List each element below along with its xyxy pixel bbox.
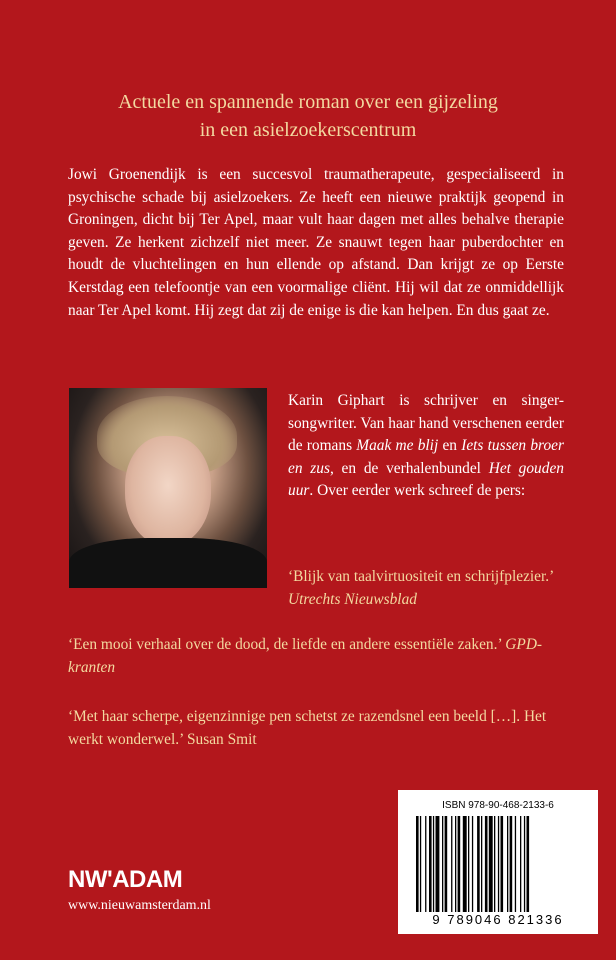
barcode-bar	[455, 816, 456, 912]
press-quote-3-source: Susan Smit	[186, 730, 257, 748]
barcode-box	[398, 790, 598, 934]
barcode-bar	[510, 816, 513, 912]
barcode-bar	[489, 816, 493, 912]
author-photo	[69, 388, 267, 588]
bio-title-2: Iets tussen broer en zus	[288, 437, 564, 477]
barcode-bar	[433, 816, 434, 912]
barcode-bar	[458, 816, 461, 912]
barcode-bar	[472, 816, 473, 912]
headline-line-2: in een asielzoekerscentrum	[199, 119, 417, 141]
author-bio	[288, 390, 564, 503]
bio-title-3: Het gouden uur	[288, 459, 564, 500]
barcode-bar	[436, 816, 440, 912]
headline-line-1: Actuele en spannende roman over een gijzeling	[118, 91, 498, 113]
barcode-bar	[481, 816, 482, 912]
barcode-bar	[507, 816, 508, 912]
barcode-bar	[515, 816, 516, 912]
press-quote-2-source: GPD-kranten	[68, 636, 543, 676]
barcode-bar	[442, 816, 443, 912]
press-quote-1-source: Utrechts Nieuwsblad	[288, 590, 417, 608]
bio-title-1: Maak me blij	[356, 437, 439, 455]
barcode-digits: 9 789046 821336	[432, 912, 564, 927]
publisher-website: www.nieuwamsterdam.nl	[68, 898, 211, 913]
barcode-bar	[445, 816, 448, 912]
press-quote-2-text: ‘Een mooi verhaal over de dood, de liefde en andere essentiële zaken.’	[68, 636, 506, 653]
barcode-bar	[494, 816, 495, 912]
barcode-bar	[429, 816, 432, 912]
bio-part-4: . Over eerder werk schreef de pers:	[309, 482, 526, 500]
blurb-paragraph: Jowi Groenendijk is een succesvol traumatherapeute, gespecialiseerd in psychische schade bij asielzoekers. Ze heeft een nieuwe praktijk geopend in Groningen, dicht bij Ter Apel, maar vult haar dagen met alles behalve therapie geven. Ze herkent zichzelf niet meer. Ze snauwt tegen haar puberdochter en houdt de vluchtelingen en hun ellende op afstand. Dan krijgt ze op Eerste Kerstdag een telefoontje van een voormalige cliënt. Hij wil dat ze onmiddellijk naar Ter Apel komt. Hij zegt dat zij de enige is die kan helpen. En dus gaat ze.	[68, 166, 564, 319]
barcode-bar	[524, 816, 525, 912]
press-quote-1-text: ‘Blijk van taalvirtuositeit en schrijfplezier.’	[288, 568, 554, 585]
barcode-bar	[498, 816, 499, 912]
bio-part-1: Karin Giphart is schrijver en singer-songwriter. Van haar hand verschenen eerder de romans	[288, 392, 564, 455]
barcode-bar	[485, 816, 488, 912]
bio-part-2: en	[438, 437, 462, 455]
press-quote-3-text: ‘Met haar scherpe, eigenzinnige pen schetst ze razendsnel een beeld […]. Het werkt wonderwel.’	[68, 708, 547, 748]
press-quote-1	[288, 566, 564, 611]
author-photo-face	[125, 436, 211, 546]
author-photo-shirt	[69, 538, 267, 588]
publisher-logo: NW'ADAM	[68, 866, 183, 893]
barcode-bar	[463, 816, 467, 912]
barcode-bar	[425, 816, 426, 912]
press-quote-2	[68, 634, 568, 679]
barcode-bar	[520, 816, 521, 912]
bio-part-3: , en de verhalenbundel	[329, 459, 489, 477]
headline	[60, 88, 556, 144]
barcode-bar	[477, 816, 480, 912]
barcode-bar	[416, 816, 419, 912]
barcode-bar	[501, 816, 504, 912]
barcode-bar	[468, 816, 469, 912]
press-quote-3	[68, 706, 568, 751]
barcode-bar	[527, 816, 530, 912]
isbn-label: ISBN 978-90-468-2133-6	[442, 800, 554, 811]
barcode-bar	[420, 816, 421, 912]
barcode-bar	[451, 816, 452, 912]
barcode-bars	[416, 816, 588, 912]
